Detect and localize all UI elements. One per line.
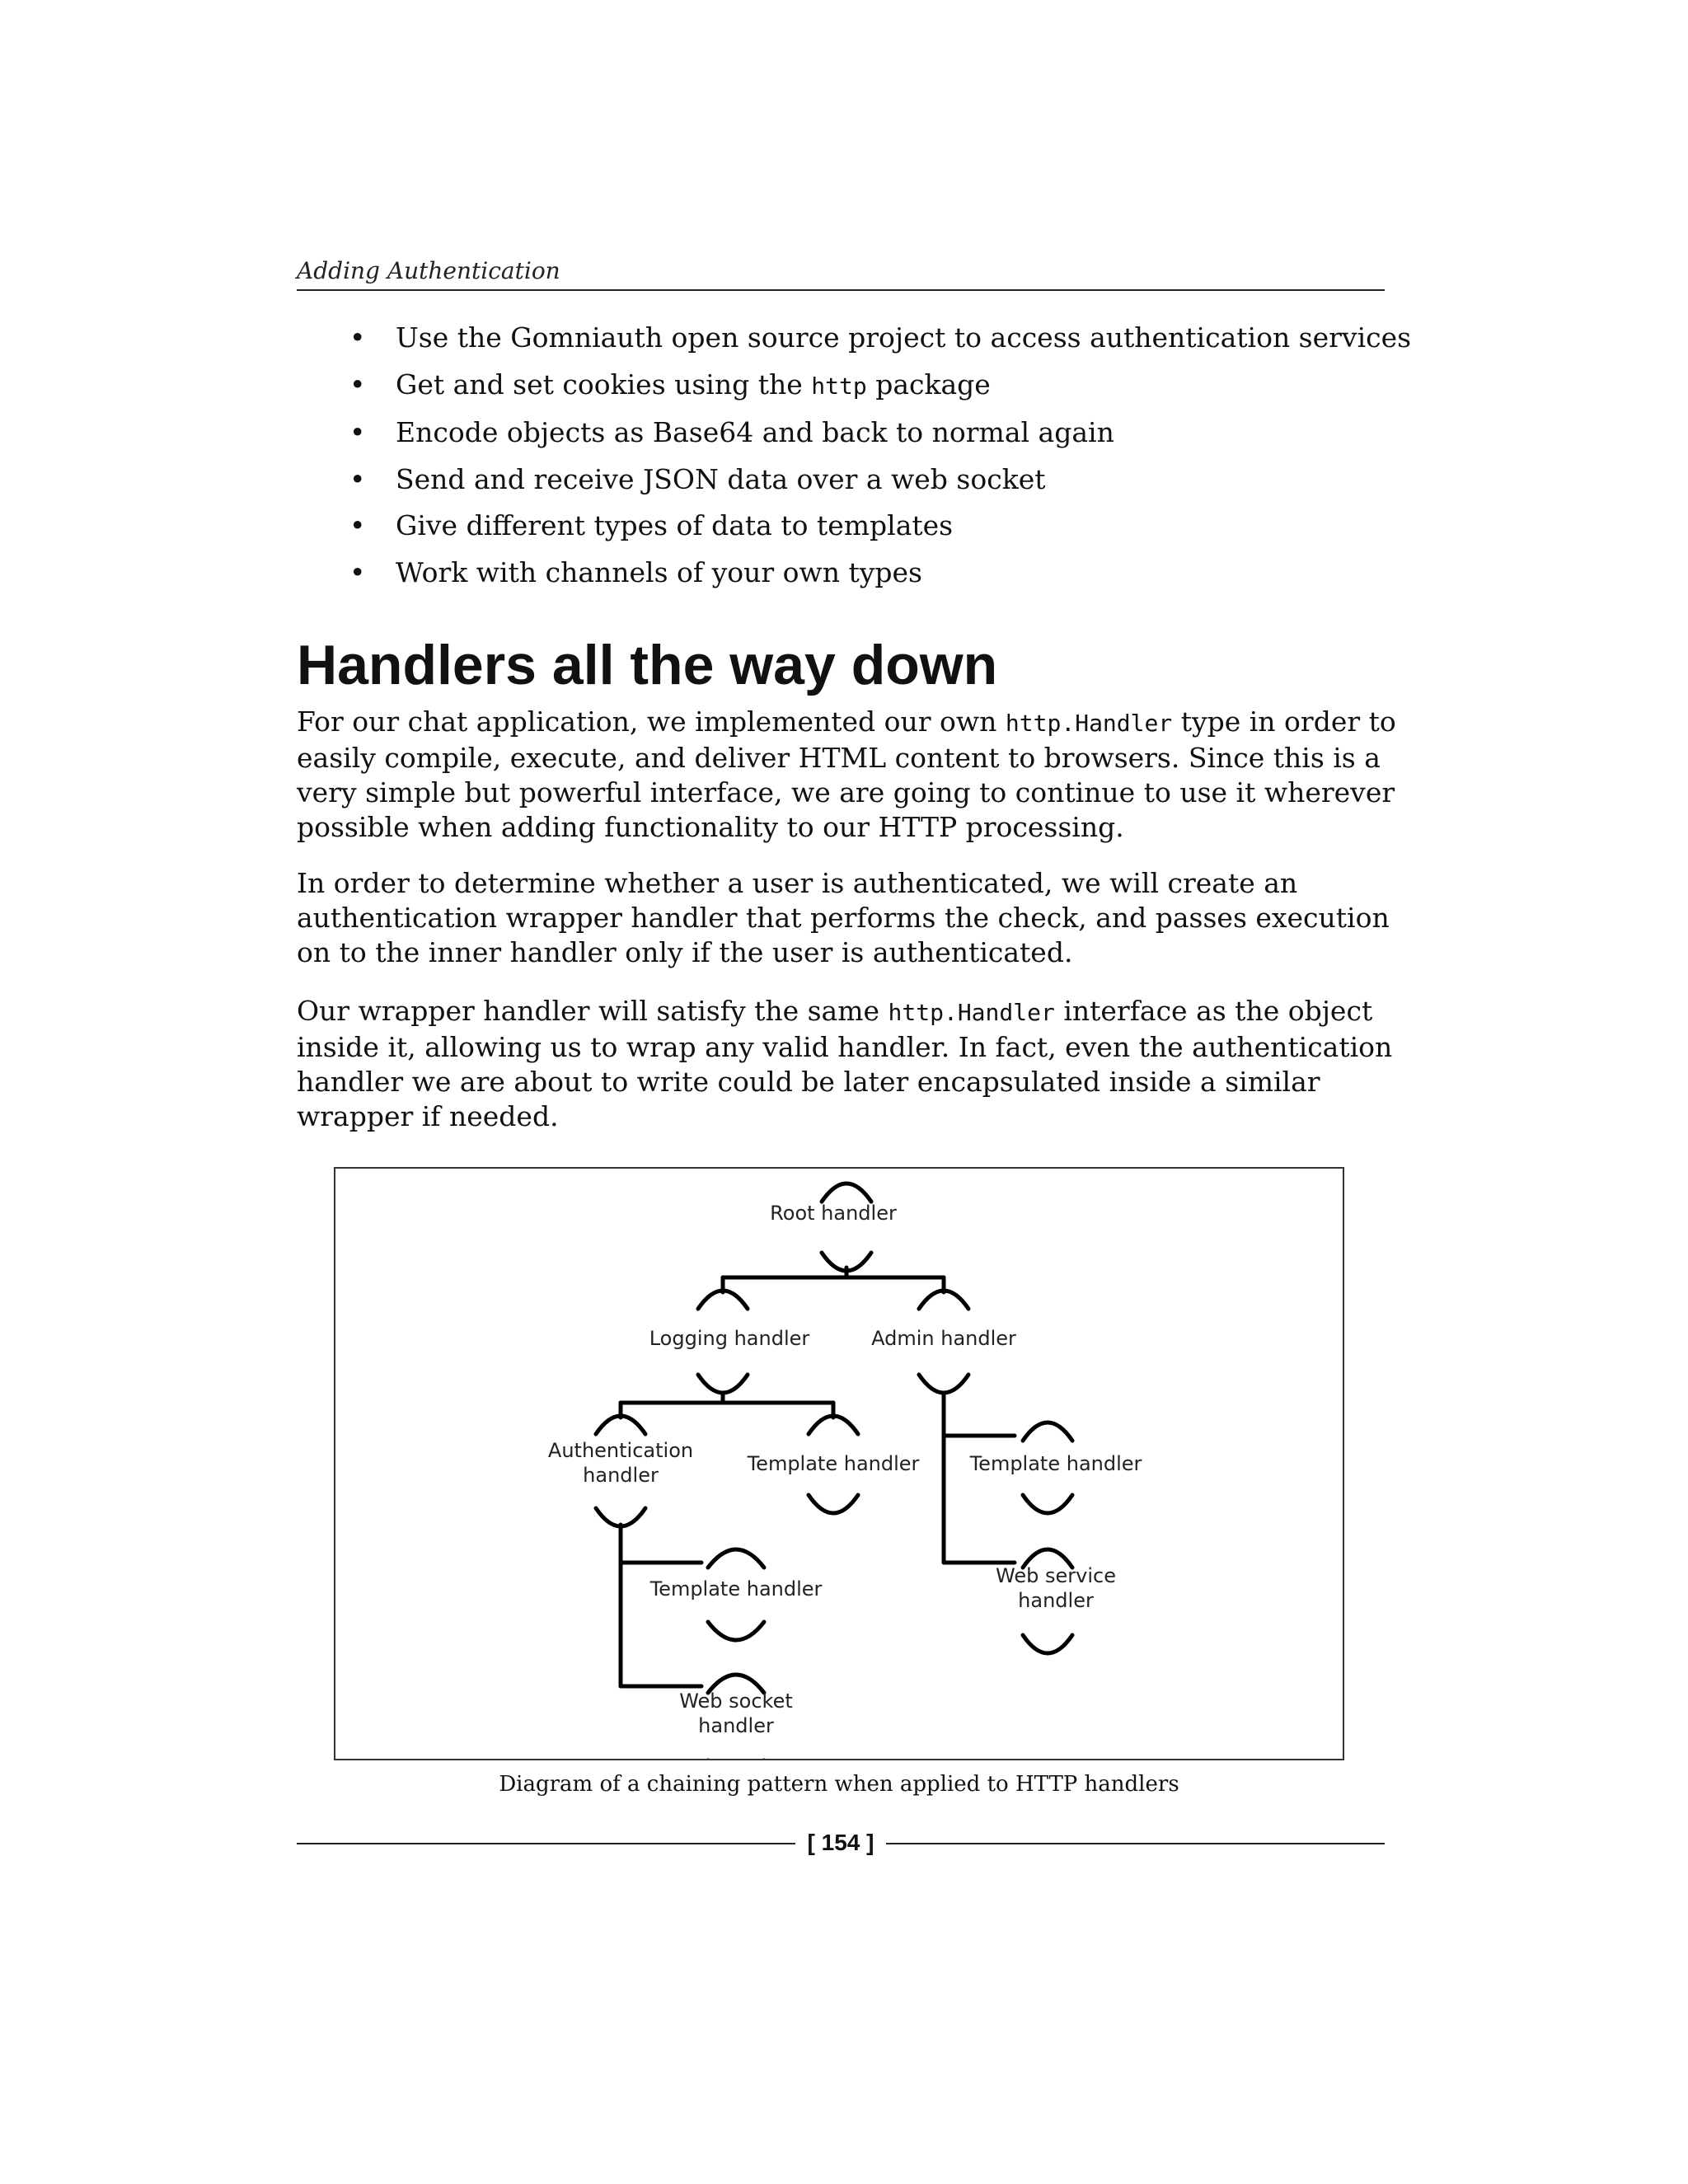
diagram-canvas [335,1169,1344,1760]
node-webservice-label-line1: Web service [996,1564,1116,1587]
objectives-list [346,315,1411,596]
node-admin-label: Admin handler [871,1327,1016,1350]
node-webservice-label-line2: handler [1018,1589,1094,1612]
paragraph: Our wrapper handler will satisfy the same http.Handler interface as the object inside it, allowing us to wrap any valid handler. In fact, even the authentication handler we are about to write could be later encapsulated inside a similar wrapper if needed. [297,995,1393,1132]
bullet-icon: • [349,555,366,588]
footer-rule-left [297,1843,795,1844]
bullet-icon: • [349,368,366,401]
list-item: • Get and set cookies using the http package [346,362,1411,410]
list-item: • Work with channels of your own types [346,550,1411,597]
node-auth-label-line2: handler [583,1464,659,1487]
node-arc-bottom [1023,1495,1072,1513]
node-arc-bottom [698,1375,748,1393]
chapter-title: Adding Authentication [297,257,560,284]
node-template-label: Template handler [969,1452,1142,1475]
node-arc-top [822,1183,871,1202]
handler-chain-diagram [334,1167,1344,1760]
inline-code: http [811,372,867,400]
node-template-label: Template handler [747,1452,920,1475]
node-arc-bottom [919,1375,968,1393]
paragraph: For our chat application, we implemented our own http.Handler type in order to easily compile, execute, and deliver HTML content to browsers. Since this is a very simple but powerful interface, we are going to continue to use it wherever possible when adding functionality to our HTTP processing. [297,705,1396,843]
running-header [297,257,1385,291]
node-root-label: Root handler [770,1202,897,1225]
page-number: [ 154 ] [807,1830,874,1855]
node-websocket-label-line1: Web socket [679,1690,793,1713]
node-template-label: Template handler [649,1577,823,1601]
page-footer [297,1830,1385,1863]
node-arc-bottom [809,1495,858,1513]
list-item: • Encode objects as Base64 and back to normal again [346,410,1411,457]
list-item: • Give different types of data to templates [346,503,1411,550]
figure-caption: Diagram of a chaining pattern when applied to HTTP handlers [499,1772,1179,1797]
node-arc-bottom [708,1622,764,1640]
bullet-icon: • [349,321,366,354]
node-logging-label: Logging handler [649,1327,810,1350]
bullet-icon: • [349,462,366,495]
node-arc-top [1023,1422,1072,1441]
list-item: • Send and receive JSON data over a web socket [346,457,1411,504]
bullet-icon: • [349,416,366,448]
section-heading: Handlers all the way down [297,634,998,696]
inline-code: http.Handler [888,999,1055,1026]
node-arc-bottom [1023,1635,1072,1653]
bullet-icon: • [349,509,366,541]
node-websocket-label-line2: handler [698,1714,774,1737]
node-labels [548,1202,1142,1737]
node-auth-label-line1: Authentication [547,1439,694,1462]
list-item: • Use the Gomniauth open source project to access authentication services [346,315,1411,362]
inline-code: http.Handler [1005,710,1173,737]
footer-rule-right [886,1843,1385,1844]
paragraph: In order to determine whether a user is authenticated, we will create an authentication wrapper handler that performs the check, and passes execution on to the inner handler only if the user is authenticated. [297,867,1390,968]
node-arc-top [708,1549,764,1568]
